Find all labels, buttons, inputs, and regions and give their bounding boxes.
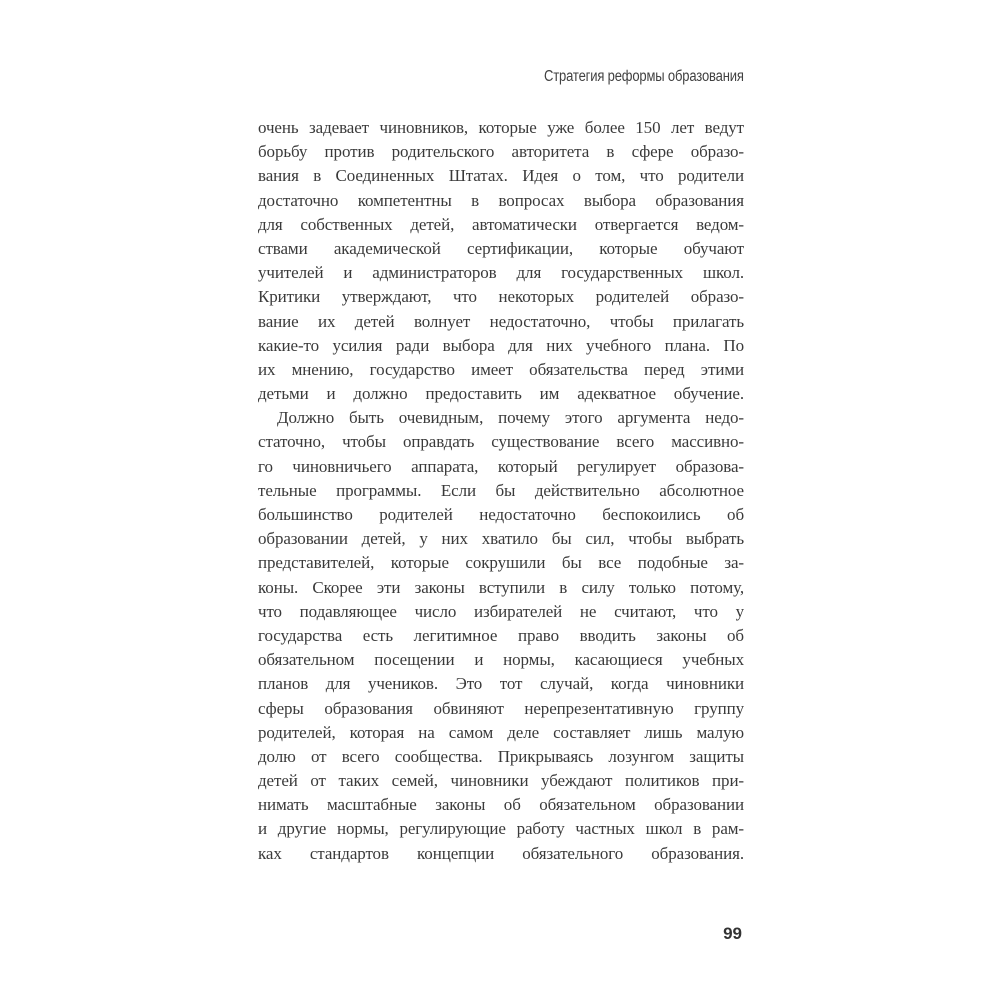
text-line: ках стандартов концепции обязательного образования.: [258, 843, 744, 863]
text-line: вание их детей волнует недостаточно, чтобы прилагать: [258, 311, 744, 331]
text-line: нимать масштабные законы об обязательном образовании: [258, 795, 744, 815]
text-line: и другие нормы, регулирующие работу частных школ в рам-: [258, 819, 744, 839]
text-line: тельные программы. Если бы действительно абсолютное: [258, 480, 744, 500]
text-line: долю от всего сообщества. Прикрываясь лозунгом защиты: [258, 746, 744, 766]
text-line: го чиновничьего аппарата, который регулирует образова-: [258, 456, 744, 476]
text-line: Критики утверждают, что некоторых родителей образо-: [258, 287, 744, 307]
text-line: государства есть легитимное право вводить законы об: [258, 625, 744, 645]
text-line: борьбу против родительского авторитета в сфере образо-: [258, 142, 744, 162]
text-line: планов для учеников. Это тот случай, когда чиновники: [258, 674, 744, 694]
body-text: [258, 116, 744, 866]
text-line: детей от таких семей, чиновники убеждают политиков при-: [258, 771, 744, 791]
text-line: вания в Соединенных Штатах. Идея о том, что родители: [258, 166, 744, 186]
text-line: какие-то усилия ради выбора для них учебного плана. По: [258, 335, 744, 355]
running-header: [258, 66, 744, 88]
text-line: достаточно компетентны в вопросах выбора образования: [258, 190, 744, 210]
text-line: большинство родителей недостаточно беспокоились об: [258, 505, 744, 524]
text-line: Должно быть очевидным, почему этого аргумента недо-: [277, 408, 744, 428]
page-number: 99: [723, 924, 742, 943]
text-line: очень задевает чиновников, которые уже более 150 лет ведут: [258, 118, 744, 137]
text-line: детьми и должно предоставить им адекватное обучение.: [258, 384, 744, 404]
text-line: сферы образования обвиняют нерепрезентативную группу: [258, 698, 744, 718]
text-line: обязательном посещении и нормы, касающиеся учебных: [258, 650, 744, 670]
text-line: для собственных детей, автоматически отвергается ведом-: [258, 214, 744, 234]
text-line: родителей, которая на самом деле составляет лишь малую: [258, 722, 744, 742]
text-line: их мнению, государство имеет обязательства перед этими: [258, 359, 744, 379]
text-line: учителей и администраторов для государственных школ.: [258, 263, 744, 283]
text-line: представителей, которые сокрушили бы все подобные за-: [258, 553, 744, 573]
text-line: образовании детей, у них хватило бы сил, чтобы выбрать: [258, 529, 744, 549]
text-line: статочно, чтобы оправдать существование всего массивно-: [258, 432, 744, 452]
running-header-text: Стратегия реформы образования: [544, 68, 744, 85]
text-line: коны. Скорее эти законы вступили в силу только потому,: [258, 577, 744, 597]
text-line: что подавляющее число избирателей не считают, что у: [258, 601, 744, 621]
text-line: ствами академической сертификации, которые обучают: [258, 238, 744, 258]
